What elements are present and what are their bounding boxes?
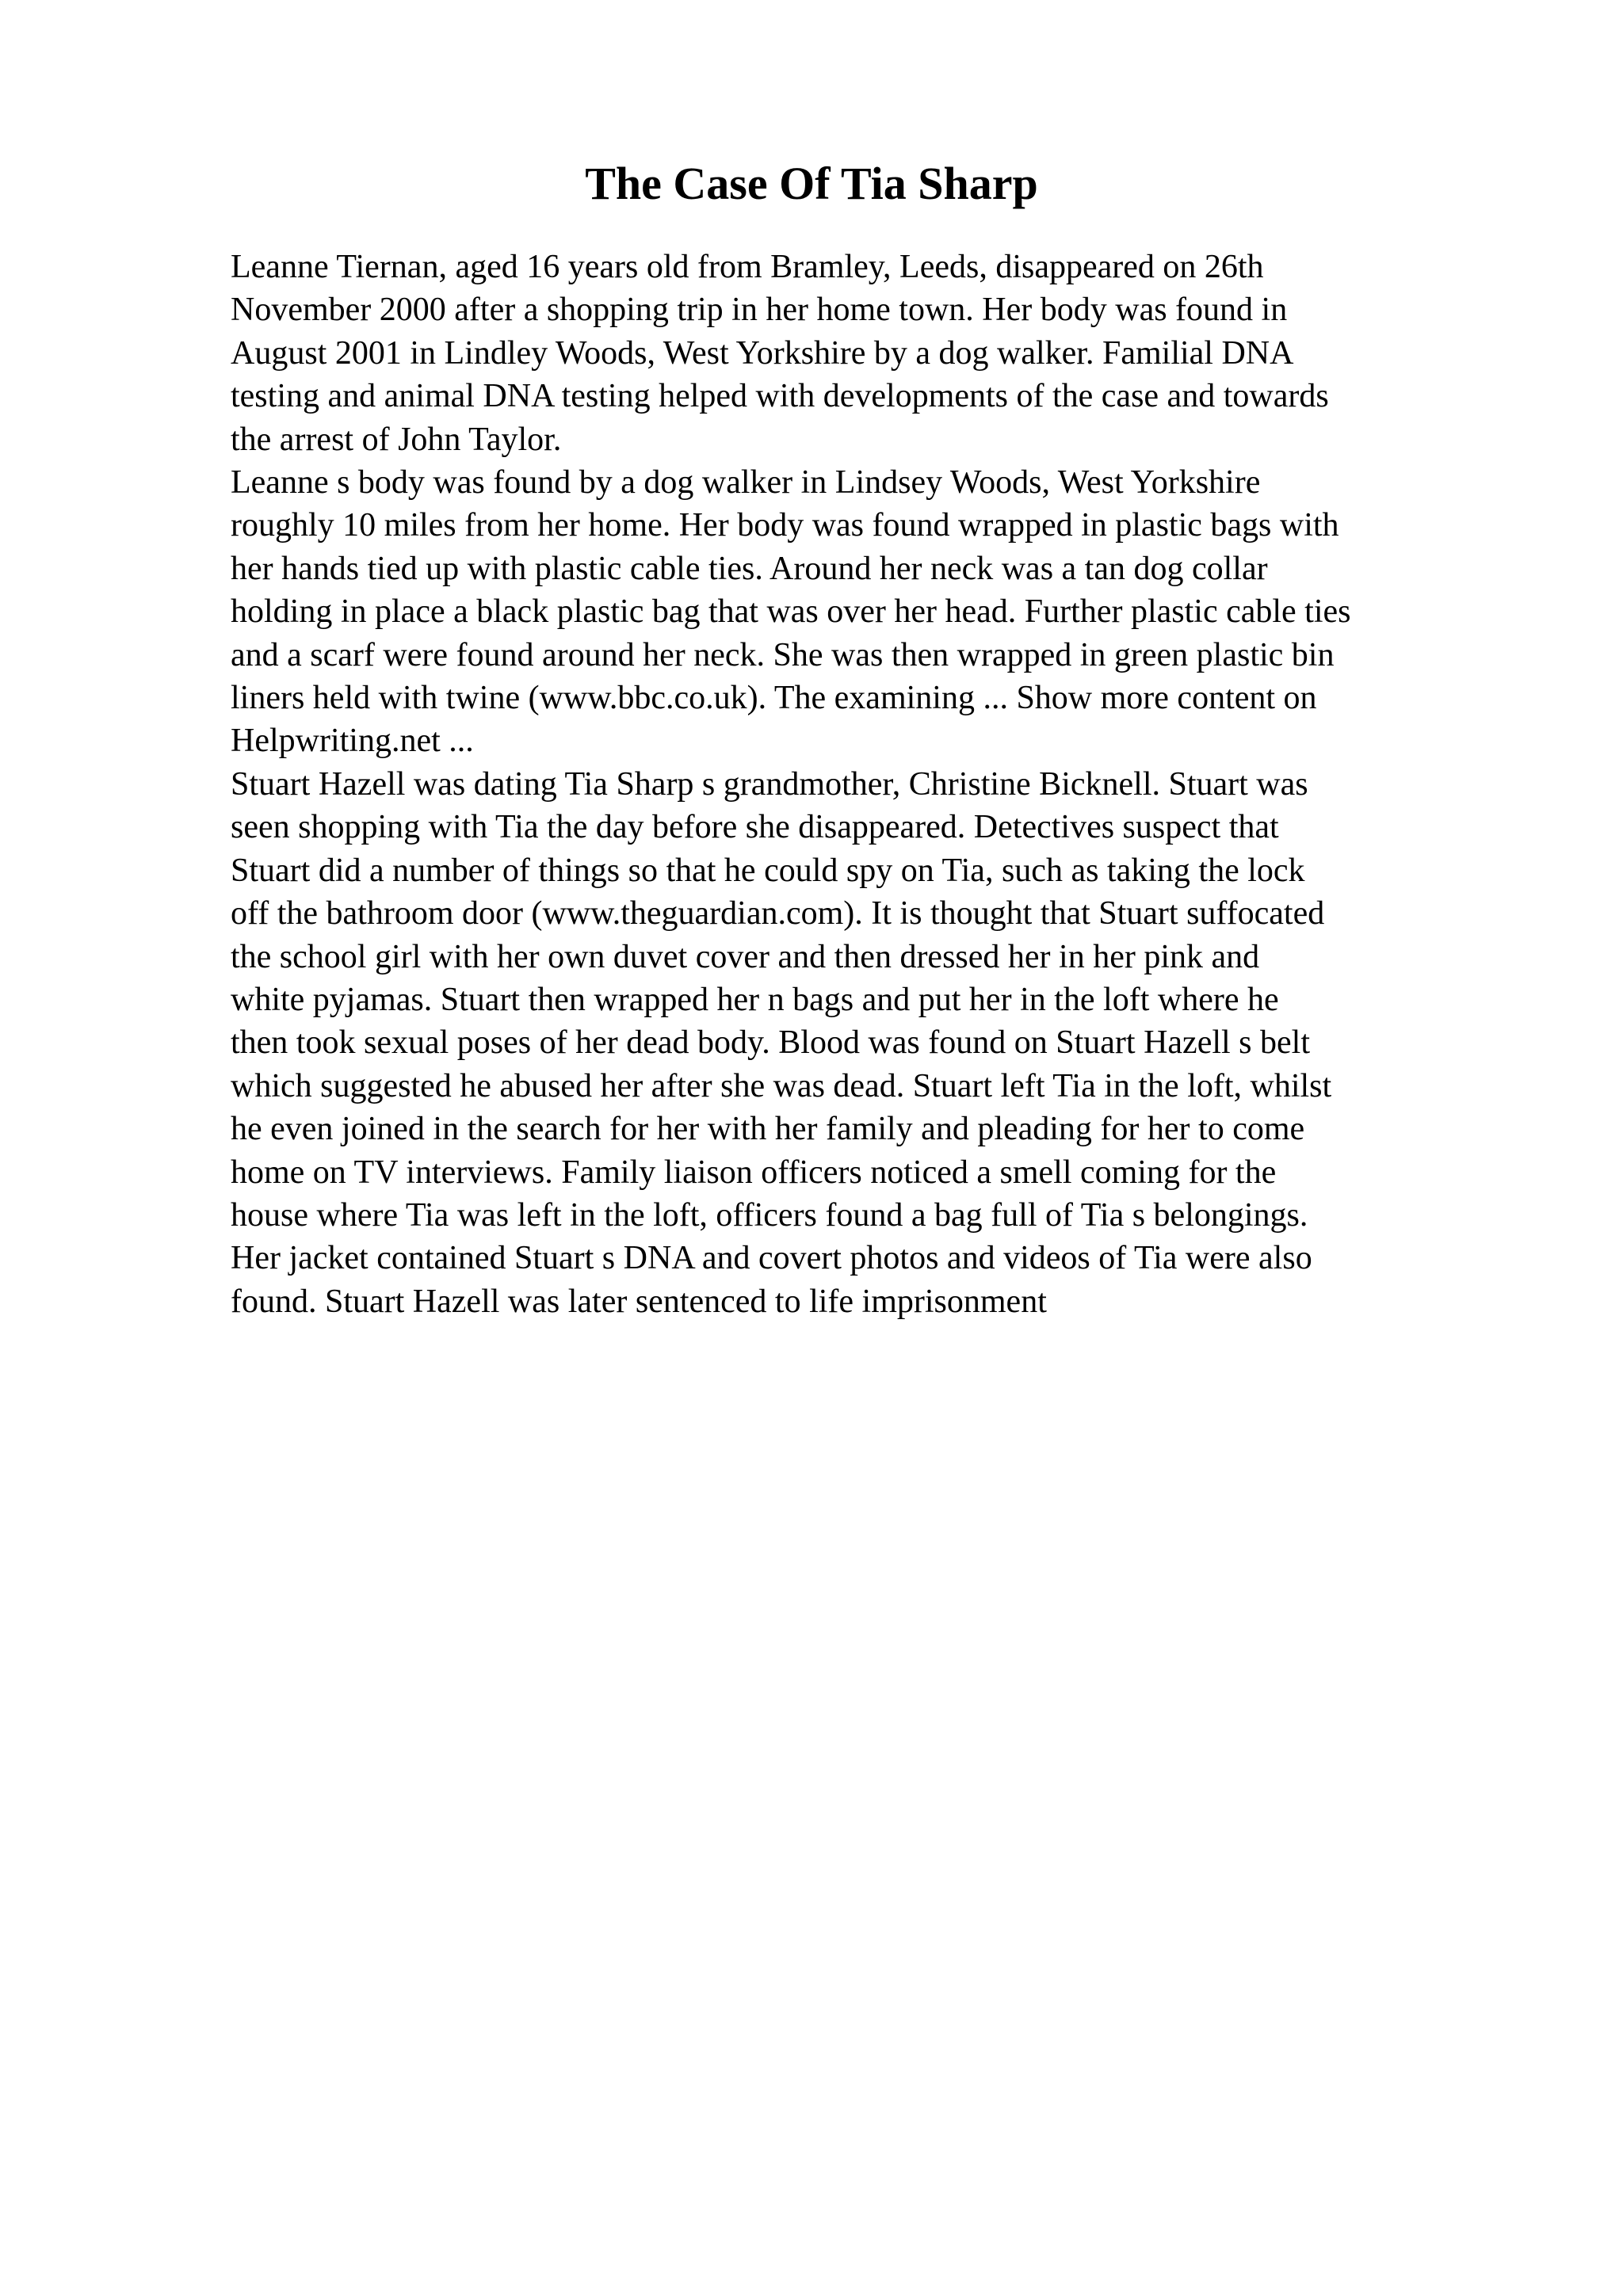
body-line: he even joined in the search for her with her family and pleading for her to come	[231, 1111, 1305, 1148]
body-line: November 2000 after a shopping trip in her home town. Her body was found in	[231, 292, 1288, 329]
body-line: Helpwriting.net ...	[231, 723, 474, 760]
body-line: her hands tied up with plastic cable ties. Around her neck was a tan dog collar	[231, 550, 1268, 587]
body-line: August 2001 in Lindley Woods, West Yorkshire by a dog walker. Familial DNA	[231, 334, 1294, 372]
body-line: Leanne s body was found by a dog walker in Lindsey Woods, West Yorkshire	[231, 464, 1261, 502]
body-line: which suggested he abused her after she was dead. Stuart left Tia in the loft, whilst	[231, 1067, 1332, 1104]
document-title: The Case Of Tia Sharp	[585, 158, 1038, 209]
document-body	[231, 246, 1499, 1323]
body-line: holding in place a black plastic bag that was over her head. Further plastic cable ties	[231, 593, 1351, 631]
body-line: roughly 10 miles from her home. Her body was found wrapped in plastic bags with	[231, 507, 1339, 544]
body-line: home on TV interviews. Family liaison officers noticed a smell coming for the	[231, 1154, 1277, 1191]
body-line: Her jacket contained Stuart s DNA and covert photos and videos of Tia were also	[231, 1240, 1312, 1277]
body-line: white pyjamas. Stuart then wrapped her n bags and put her in the loft where he	[231, 981, 1279, 1018]
body-line: the school girl with her own duvet cover and then dressed her in her pink and	[231, 938, 1260, 975]
body-line: found. Stuart Hazell was later sentenced to life imprisonment	[231, 1283, 1047, 1320]
body-line: Stuart did a number of things so that he could spy on Tia, such as taking the lock	[231, 852, 1305, 889]
body-line: off the bathroom door (www.theguardian.com). It is thought that Stuart suffocated	[231, 895, 1325, 933]
body-line: and a scarf were found around her neck. She was then wrapped in green plastic bin	[231, 636, 1335, 673]
body-line: testing and animal DNA testing helped with developments of the case and towards	[231, 378, 1329, 415]
body-line: the arrest of John Taylor.	[231, 421, 562, 458]
body-line: then took sexual poses of her dead body. Blood was found on Stuart Hazell s belt	[231, 1024, 1311, 1062]
body-line: Leanne Tiernan, aged 16 years old from Bramley, Leeds, disappeared on 26th	[231, 249, 1264, 285]
body-line: liners held with twine (www.bbc.co.uk). The examining ... Show more content on	[231, 680, 1317, 717]
body-line: seen shopping with Tia the day before she disappeared. Detectives suspect that	[231, 809, 1279, 846]
body-line: Stuart Hazell was dating Tia Sharp s grandmother, Christine Bicknell. Stuart was	[231, 765, 1308, 803]
body-line: house where Tia was left in the loft, officers found a bag full of Tia s belongings.	[231, 1196, 1308, 1234]
